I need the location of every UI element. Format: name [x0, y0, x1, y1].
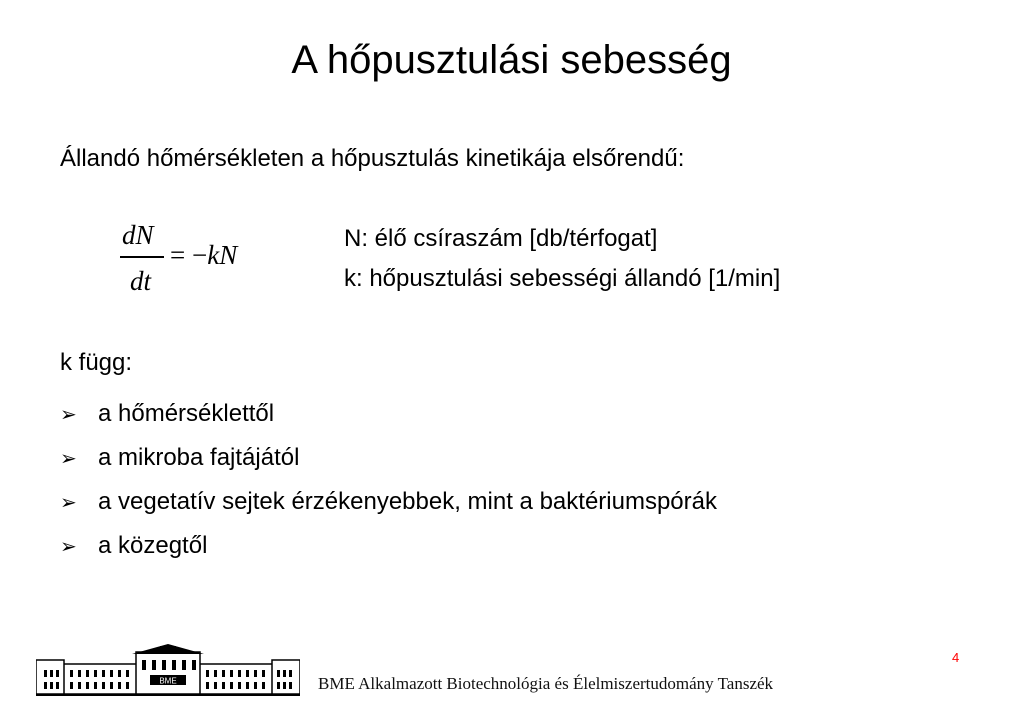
university-building-logo [36, 644, 300, 696]
list-item [60, 392, 717, 436]
bullet-text: a közegtől [98, 532, 208, 559]
bullet-list [60, 392, 717, 568]
equation-right-side [170, 240, 237, 271]
bullet-text: a hőmérséklettől [98, 400, 275, 427]
page-number: 4 [952, 650, 960, 665]
logo-text: BME [159, 676, 177, 686]
arrow-bullet-icon: ➢ [60, 402, 77, 426]
k-depends-heading: k függ: [60, 349, 133, 376]
intro-text: Állandó hőmérsékleten a hőpusztulás kinetikája elsőrendű: [60, 145, 685, 172]
equals-sign: = [170, 240, 186, 270]
bullet-text: a vegetatív sejtek érzékenyebbek, mint a baktériumspórák [98, 488, 717, 515]
equation-rhs: kN [207, 240, 238, 270]
rate-equation [118, 214, 278, 304]
department-name: BME Alkalmazott Biotechnológia és Élelmiszertudomány Tanszék [318, 674, 774, 693]
list-item [60, 436, 717, 480]
equation-denominator: dt [130, 266, 152, 296]
definition-n: N: élő csíraszám [db/térfogat] [344, 225, 658, 252]
bullet-text: a mikroba fajtájától [98, 444, 300, 471]
slide-title: A hőpusztulási sebesség [291, 38, 732, 82]
list-item [60, 524, 717, 568]
variable-definitions [344, 219, 780, 299]
arrow-bullet-icon: ➢ [60, 490, 77, 514]
fraction-bar [120, 256, 164, 258]
minus-sign: − [191, 240, 208, 270]
arrow-bullet-icon: ➢ [60, 446, 77, 470]
equation-numerator: dN [122, 220, 154, 250]
list-item [60, 480, 717, 524]
arrow-bullet-icon: ➢ [60, 534, 77, 558]
definition-k: k: hőpusztulási sebességi állandó [1/min] [344, 265, 781, 292]
